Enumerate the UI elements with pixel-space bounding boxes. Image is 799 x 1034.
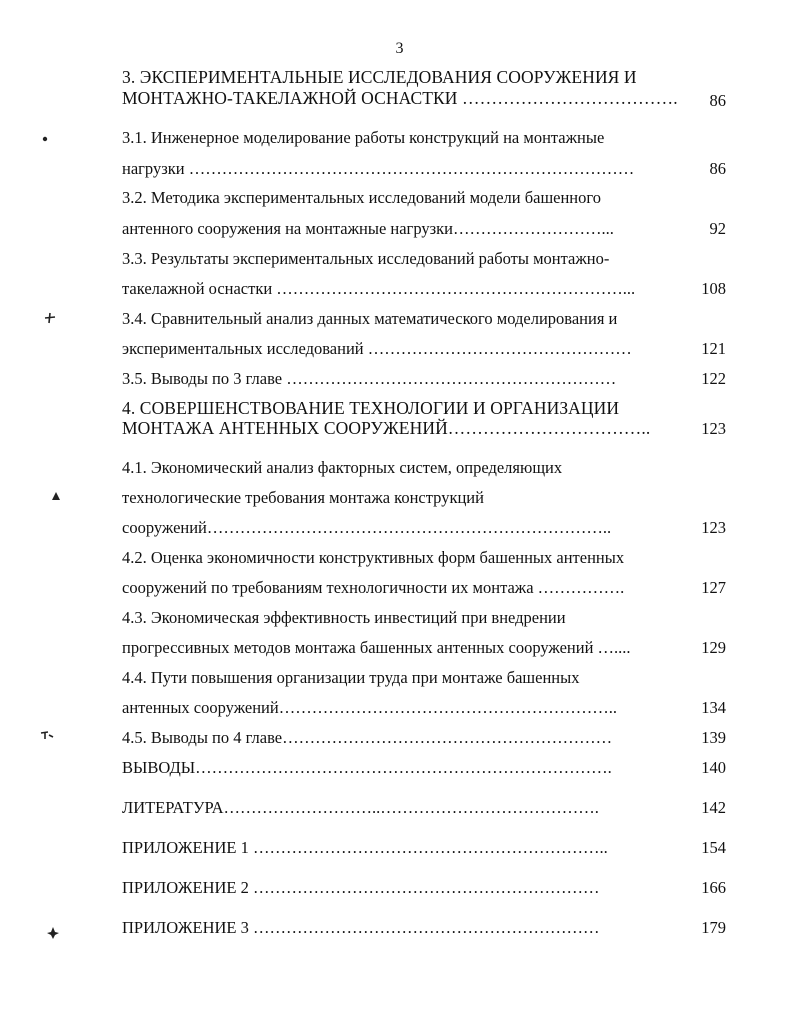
toc-page-number: 86 — [709, 91, 726, 110]
toc-entry-line: 3.3. Результаты экспериментальных исследований работы монтажно- — [122, 249, 610, 268]
toc-page-number: 121 — [701, 339, 726, 358]
toc-entry-line: 3.5. Выводы по 3 главе …………………………………………………… — [122, 369, 617, 388]
scan-speck-icon — [46, 926, 60, 940]
scan-speck-icon — [40, 730, 54, 740]
toc-page-number: 154 — [701, 838, 726, 857]
toc-entry-line: 3.4. Сравнительный анализ данных математического моделирования и — [122, 309, 618, 328]
toc-page-number: 123 — [701, 419, 726, 438]
toc-entry-line: ЛИТЕРАТУРА………………………..…………………………………. — [122, 798, 599, 817]
toc-page-number: 123 — [701, 518, 726, 537]
toc-entry-line: экспериментальных исследований ………………………………………… — [122, 339, 632, 358]
scan-speck-icon — [40, 134, 50, 144]
toc-page-number: 129 — [701, 638, 726, 657]
toc-entry-line: антенных сооружений…………………………………………………….. — [122, 698, 617, 717]
toc-entry-line: нагрузки ……………………………………………………………………… — [122, 159, 635, 178]
toc-entry-line: такелажной оснастки ………………………………………………………... — [122, 279, 636, 298]
toc-entry-line: прогрессивных методов монтажа башенных антенных сооружений ….... — [122, 638, 631, 657]
toc-page-number: 179 — [701, 918, 726, 937]
page-number: 3 — [395, 40, 404, 57]
toc-entry-line: 4.1. Экономический анализ факторных систем, определяющих — [122, 458, 563, 477]
toc-page-number: 134 — [701, 698, 726, 717]
scan-speck-icon — [50, 490, 62, 502]
scan-speck-icon — [44, 312, 56, 324]
toc-page-number: 140 — [701, 758, 726, 777]
toc-entry-line: ПРИЛОЖЕНИЕ 1 ……………………………………………………….. — [122, 838, 608, 857]
toc-entry-line: 3.2. Методика экспериментальных исследований модели башенного — [122, 188, 601, 207]
toc-page-number: 92 — [709, 219, 726, 238]
toc-entry-line: ВЫВОДЫ…………………………………………………………………. — [122, 758, 612, 777]
toc-entry-line: сооружений по требованиям технологичности их монтажа ……………. — [122, 578, 625, 597]
toc-entry-line: 4.2. Оценка экономичности конструктивных форм башенных антенных — [122, 548, 625, 567]
toc-entry-line: сооружений……………………………………………………………….. — [122, 518, 612, 537]
toc-entry-line: антенного сооружения на монтажные нагрузки………………………... — [122, 219, 614, 238]
toc-entry-line: 4.5. Выводы по 4 главе…………………………………………………… — [122, 728, 613, 747]
toc-page-number: 108 — [701, 279, 726, 298]
toc-page-number: 122 — [701, 369, 726, 388]
toc-page-number: 166 — [701, 878, 726, 897]
toc-page-number: 127 — [701, 578, 726, 597]
toc-heading-line: 4. СОВЕРШЕНСТВОВАНИЕ ТЕХНОЛОГИИ И ОРГАНИЗАЦИИ — [122, 398, 620, 418]
toc-heading-line: 3. ЭКСПЕРИМЕНТАЛЬНЫЕ ИССЛЕДОВАНИЯ СООРУЖЕНИЯ И — [122, 67, 637, 87]
toc-entry-line: технологические требования монтажа конструкций — [122, 488, 484, 507]
toc-page-number: 86 — [709, 159, 726, 178]
toc-entry-line: 4.4. Пути повышения организации труда при монтаже башенных — [122, 668, 580, 687]
toc-entry-line: 4.3. Экономическая эффективность инвестиций при внедрении — [122, 608, 566, 627]
toc-entry-line: 3.1. Инженерное моделирование работы конструкций на монтажные — [122, 128, 605, 147]
toc-entry-line: ПРИЛОЖЕНИЕ 2 ……………………………………………………… — [122, 878, 600, 897]
toc-page-number: 142 — [701, 798, 726, 817]
toc-heading-line: МОНТАЖА АНТЕННЫХ СООРУЖЕНИЙ…………………………….. — [122, 418, 651, 438]
toc-heading-line: МОНТАЖНО-ТАКЕЛАЖНОЙ ОСНАСТКИ ………………………………. — [122, 88, 678, 108]
toc-entry-line: ПРИЛОЖЕНИЕ 3 ……………………………………………………… — [122, 918, 600, 937]
toc-page-number: 139 — [701, 728, 726, 747]
